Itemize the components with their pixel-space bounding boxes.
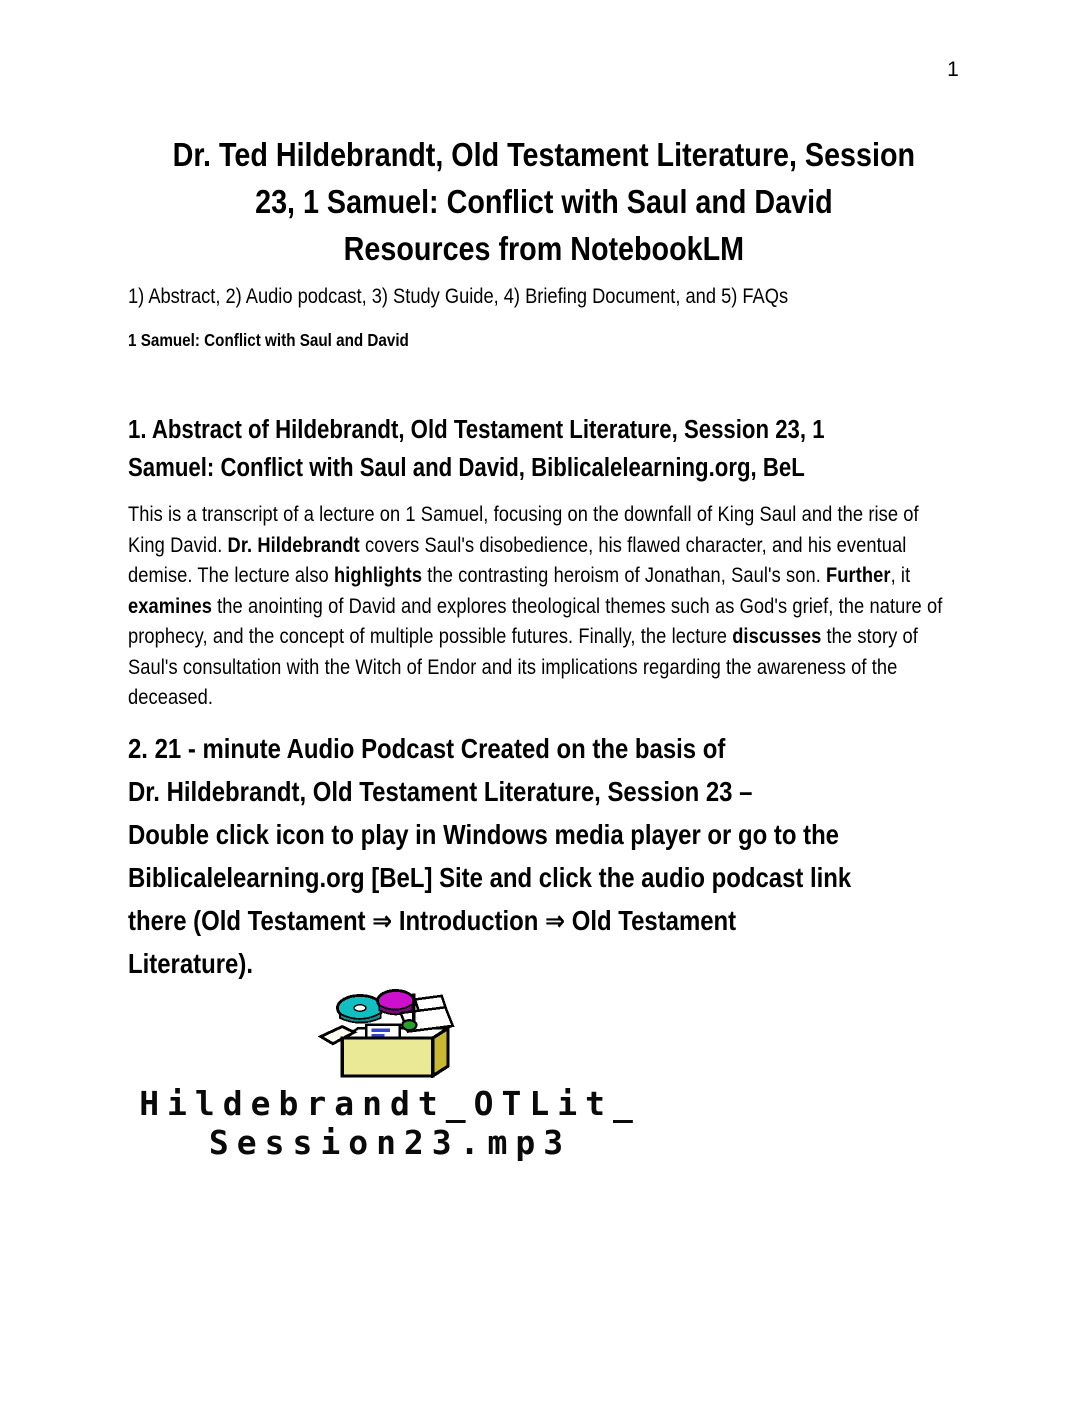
- box-side: [433, 1028, 448, 1076]
- podcast-heading-line-6: Literature).: [128, 948, 253, 979]
- abstract-heading-line-2: Samuel: Conflict with Saul and David, Biblicalelearning.org, BeL: [128, 454, 805, 482]
- title-line-1: Dr. Ted Hildebrandt, Old Testament Literature, Session: [172, 136, 916, 173]
- title-line-3: Resources from NotebookLM: [343, 230, 745, 267]
- box-front: [342, 1038, 433, 1076]
- audio-filename[interactable]: [124, 1084, 656, 1162]
- podcast-heading-line-3: Double click icon to play in Windows media player or go to the: [128, 819, 839, 850]
- podcast-heading-line-1: 2. 21 - minute Audio Podcast Created on the basis of: [128, 733, 726, 764]
- audio-podcast-object[interactable]: [124, 988, 656, 1162]
- podcast-heading-line-4: Biblicalelearning.org [BeL] Site and click the audio podcast link: [128, 862, 852, 893]
- audio-filename-line-1: Hildebrandt_OTLit_: [139, 1084, 641, 1123]
- note-head: [402, 1020, 416, 1030]
- cd-hole: [354, 1005, 366, 1011]
- page-number: 1: [947, 58, 959, 81]
- abstract-heading-line-1: 1. Abstract of Hildebrandt, Old Testament Literature, Session 23, 1: [128, 416, 825, 444]
- abstract-section-heading: [128, 411, 960, 487]
- audio-filename-line-2: Session23.mp3: [208, 1123, 572, 1162]
- document-title: [128, 131, 960, 272]
- document-subtitle: 1 Samuel: Conflict with Saul and David: [128, 330, 409, 350]
- podcast-heading-line-5: there (Old Testament ⇒ Introduction ⇒ Old Testament: [128, 905, 737, 936]
- resources-list-line: 1) Abstract, 2) Audio podcast, 3) Study Guide, 4) Briefing Document, and 5) FAQs: [128, 285, 789, 308]
- podcast-heading-line-2: Dr. Hildebrandt, Old Testament Literature, Session 23 –: [128, 776, 753, 807]
- card-line-1: [371, 1029, 390, 1032]
- audio-podcast-section-heading: [128, 727, 989, 985]
- abstract-paragraph: This is a transcript of a lecture on 1 Samuel, focusing on the downfall of King Saul and the rise of King David. Dr. Hildebrandt covers Saul's disobedience, his flawed character, and his eventual demise. The lecture also highlights the contrasting heroism of Jonathan, Saul's son. Further, it examines the anointing of David and explores theological themes such as God's grief, the nature of prophecy, and the concept of multiple possible futures. Finally, the lecture discusses the story of Saul's consultation with the Witch of Endor and its implications regarding the awareness of the deceased.: [128, 503, 943, 709]
- title-line-2: 23, 1 Samuel: Conflict with Saul and David: [255, 183, 833, 220]
- media-clip-box-icon[interactable]: [315, 988, 465, 1078]
